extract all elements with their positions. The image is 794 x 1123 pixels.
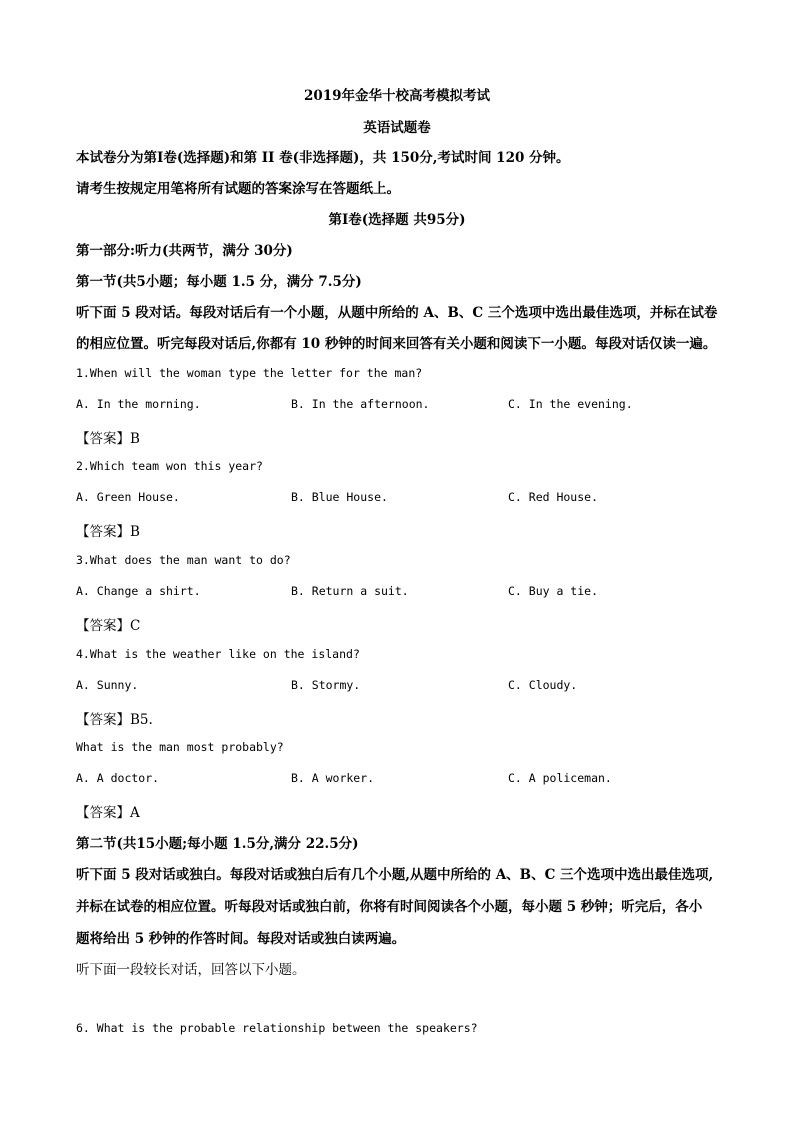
option-a: A. Change a shirt. xyxy=(76,584,201,598)
option-c: C. Cloudy. xyxy=(508,678,578,692)
section-2-heading: 第二节(共15小题;每小题 1.5分,满分 22.5分) xyxy=(76,836,359,852)
section-2-instruction-2: 并标在试卷的相应位置。听每段对话或独白前，你将有时间阅读各个小题，每小题 5 秒钟；听完后，各小 xyxy=(76,899,703,915)
answer: 【答案】B5. xyxy=(76,712,153,728)
option-a: A. In the morning. xyxy=(76,397,201,411)
listening-prompt: 听下面一段较长对话，回答以下小题。 xyxy=(76,962,306,978)
option-b: B. Blue House. xyxy=(291,490,388,504)
section-2-instruction-3: 题将给出 5 秒钟的作答时间。每段对话或独白读两遍。 xyxy=(76,931,406,947)
volume-heading: 第Ⅰ卷(选择题 共95分) xyxy=(328,212,466,228)
question-stem: 2.Which team won this year? xyxy=(76,459,263,473)
option-b: B. Return a suit. xyxy=(291,584,409,598)
section-2-instruction-1: 听下面 5 段对话或独白。每段对话或独白后有几个小题,从题中所给的 A、B、C 三个选项中选出最佳选项, xyxy=(76,867,714,883)
part-heading: 第一部分:听力(共两节，满分 30分) xyxy=(76,243,293,259)
exam-subtitle: 英语试题卷 xyxy=(363,120,431,136)
option-c: C. Red House. xyxy=(508,490,599,504)
option-b: B. Stormy. xyxy=(291,678,361,692)
section-1-instruction-2: 的相应位置。听完每段对话后,你都有 10 秒钟的时间来回答有关小题和阅读下一小题。每段对话仅读一遍。 xyxy=(76,336,717,352)
option-c: C. In the evening. xyxy=(508,397,633,411)
answer: 【答案】B xyxy=(76,431,140,447)
question-stem: 3.What does the man want to do? xyxy=(76,553,291,567)
intro-line-1: 本试卷分为第Ⅰ卷(选择题)和第 II 卷(非选择题)，共 150分,考试时间 120 分钟。 xyxy=(76,150,570,166)
exam-title: 2019年金华十校高考模拟考试 xyxy=(303,88,491,104)
option-c: C. Buy a tie. xyxy=(508,584,599,598)
option-c: C. A policeman. xyxy=(508,771,612,785)
section-1-instruction-1: 听下面 5 段对话。每段对话后有一个小题，从题中所给的 A、B、C 三个选项中选出最佳选项，并标在试卷 xyxy=(76,305,718,321)
option-a: A. Green House. xyxy=(76,490,180,504)
section-1-heading: 第一节(共5小题；每小题 1.5 分，满分 7.5分) xyxy=(76,274,362,290)
question-stem: What is the man most probably? xyxy=(76,740,284,754)
option-a: A. Sunny. xyxy=(76,678,139,692)
intro-line-2: 请考生按规定用笔将所有试题的答案涂写在答题纸上。 xyxy=(76,181,400,197)
option-a: A. A doctor. xyxy=(76,771,160,785)
option-b: B. A worker. xyxy=(291,771,375,785)
answer: 【答案】C xyxy=(76,618,141,634)
question-stem: 4.What is the weather like on the island? xyxy=(76,647,360,661)
question-stem: 1.When will the woman type the letter for the man? xyxy=(76,366,423,380)
answer: 【答案】A xyxy=(76,805,140,821)
question-6-stem: 6. What is the probable relationship between the speakers? xyxy=(76,1021,478,1035)
option-b: B. In the afternoon. xyxy=(291,397,430,411)
answer: 【答案】B xyxy=(76,524,140,540)
